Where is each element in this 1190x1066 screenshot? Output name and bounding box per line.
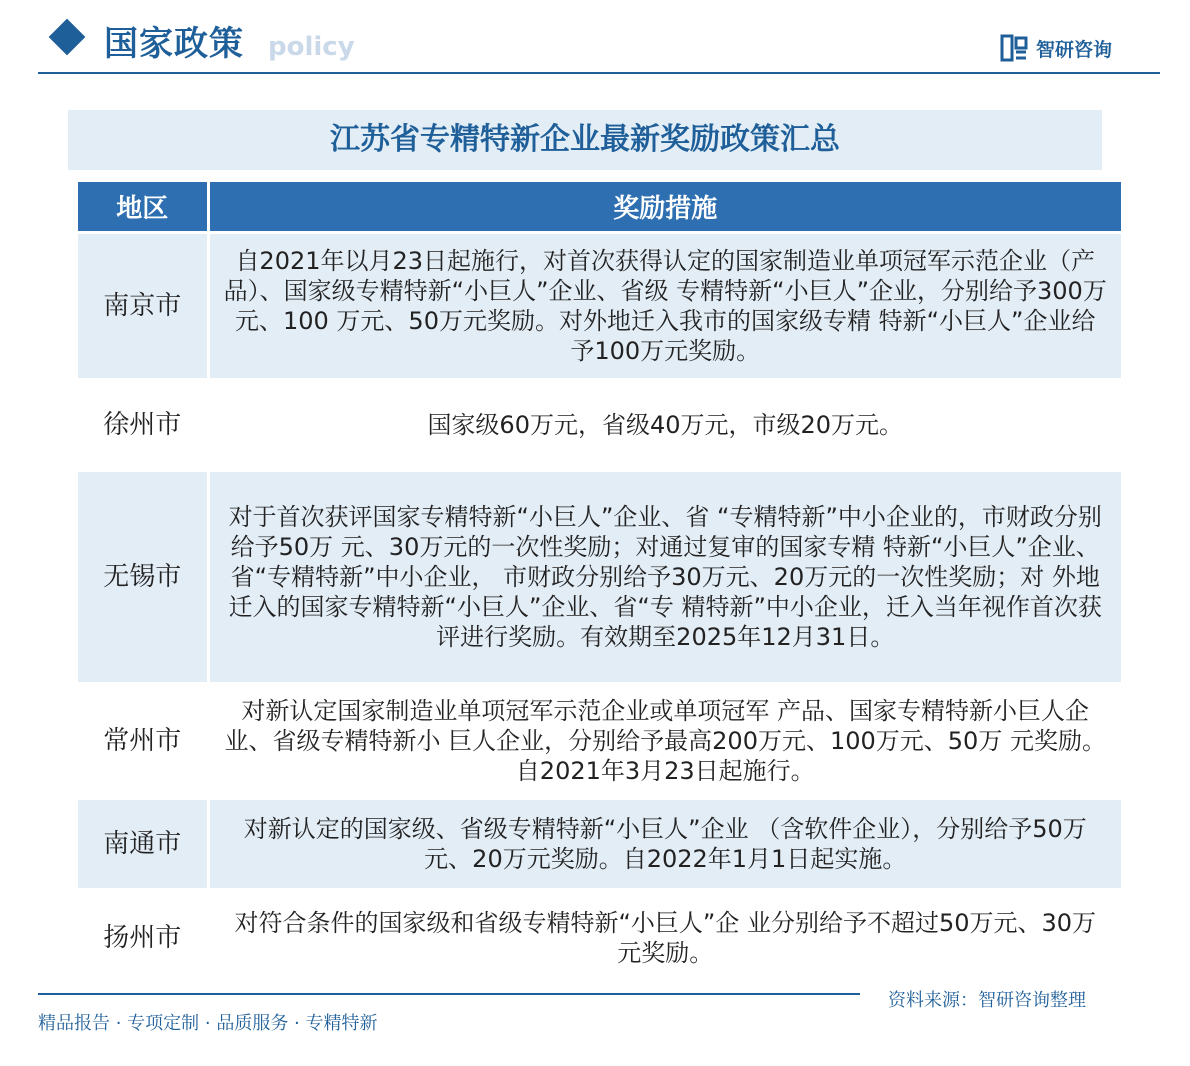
region-cell: 无锡市 — [78, 472, 208, 682]
table-title: 江苏省专精特新企业最新奖励政策汇总 — [330, 122, 840, 157]
column-header-region: 地区 — [78, 182, 208, 232]
measure-cell: 对符合条件的国家级和省级专精特新“小巨人”企 业分别给予不超过50万元、30万元奖励。 — [208, 888, 1121, 988]
measure-cell: 对新认定国家制造业单项冠军示范企业或单项冠军 产品、国家专精特新小巨人企业、省级专精特新小 巨人企业，分别给予最高200万元、100万元、50万 元奖励。自2021年3月23日起施行。 — [208, 682, 1121, 800]
measure-cell: 对于首次获评国家专精特新“小巨人”企业、省 “专精特新”中小企业的，市财政分别给予50万 元、30万元的一次性奖励；对通过复审的国家专精 特新“小巨人”企业、省“专精特新”中小企业， 市财政分别给予30万元、20万元的一次性奖励；对 外地迁入的国家专精特新“小巨人”企业、省“专 精特新”中小企业，迁入当年视作首次获评进行奖励。有效期至2025年12月31日。 — [208, 472, 1121, 682]
table-title-band — [68, 110, 1102, 170]
region-cell: 南京市 — [78, 232, 208, 378]
table-header-row — [78, 182, 1121, 232]
table-row — [78, 472, 1121, 682]
region-cell: 扬州市 — [103, 923, 182, 953]
measure-cell: 自2021年以月23日起施行，对首次获得认定的国家制造业单项冠军示范企业（产品）、国家级专精特新“小巨人”企业、省级 专精特新“小巨人”企业，分别给予300万元、100 万元、50万元奖励。对外地迁入我市的国家级专精 特新“小巨人”企业给予100万元奖励。 — [208, 232, 1121, 378]
policy-table — [78, 182, 1121, 988]
region-cell: 徐州市 — [103, 410, 182, 440]
section-title: 国家政策 — [104, 24, 244, 64]
brand-name: 智研咨询 — [1036, 38, 1113, 61]
measure-cell: 对新认定的国家级、省级专精特新“小巨人”企业 （含软件企业），分别给予50万元、20万元奖励。自2022年1月1日起实施。 — [208, 800, 1121, 888]
table-row — [78, 378, 1121, 472]
column-header-measure: 奖励措施 — [208, 182, 1121, 232]
footer-divider — [38, 993, 860, 995]
section-subtitle: policy — [268, 32, 355, 62]
table-row — [78, 232, 1121, 378]
table-row — [78, 800, 1121, 888]
header-divider — [38, 72, 1160, 74]
measure-cell: 国家级60万元，省级40万元，市级20万元。 — [208, 378, 1121, 472]
header — [0, 0, 1190, 72]
diamond-icon — [49, 19, 86, 56]
region-cell: 常州市 — [103, 726, 182, 756]
table-row — [78, 888, 1121, 988]
footer-tagline: 精品报告 · 专项定制 · 品质服务 · 专精特新 — [38, 1013, 378, 1034]
region-cell: 南通市 — [78, 800, 208, 888]
footer-source: 资料来源：智研咨询整理 — [888, 990, 1086, 1011]
brand — [1000, 34, 1112, 62]
brand-logo-icon — [1000, 34, 1028, 62]
table-row — [78, 682, 1121, 800]
